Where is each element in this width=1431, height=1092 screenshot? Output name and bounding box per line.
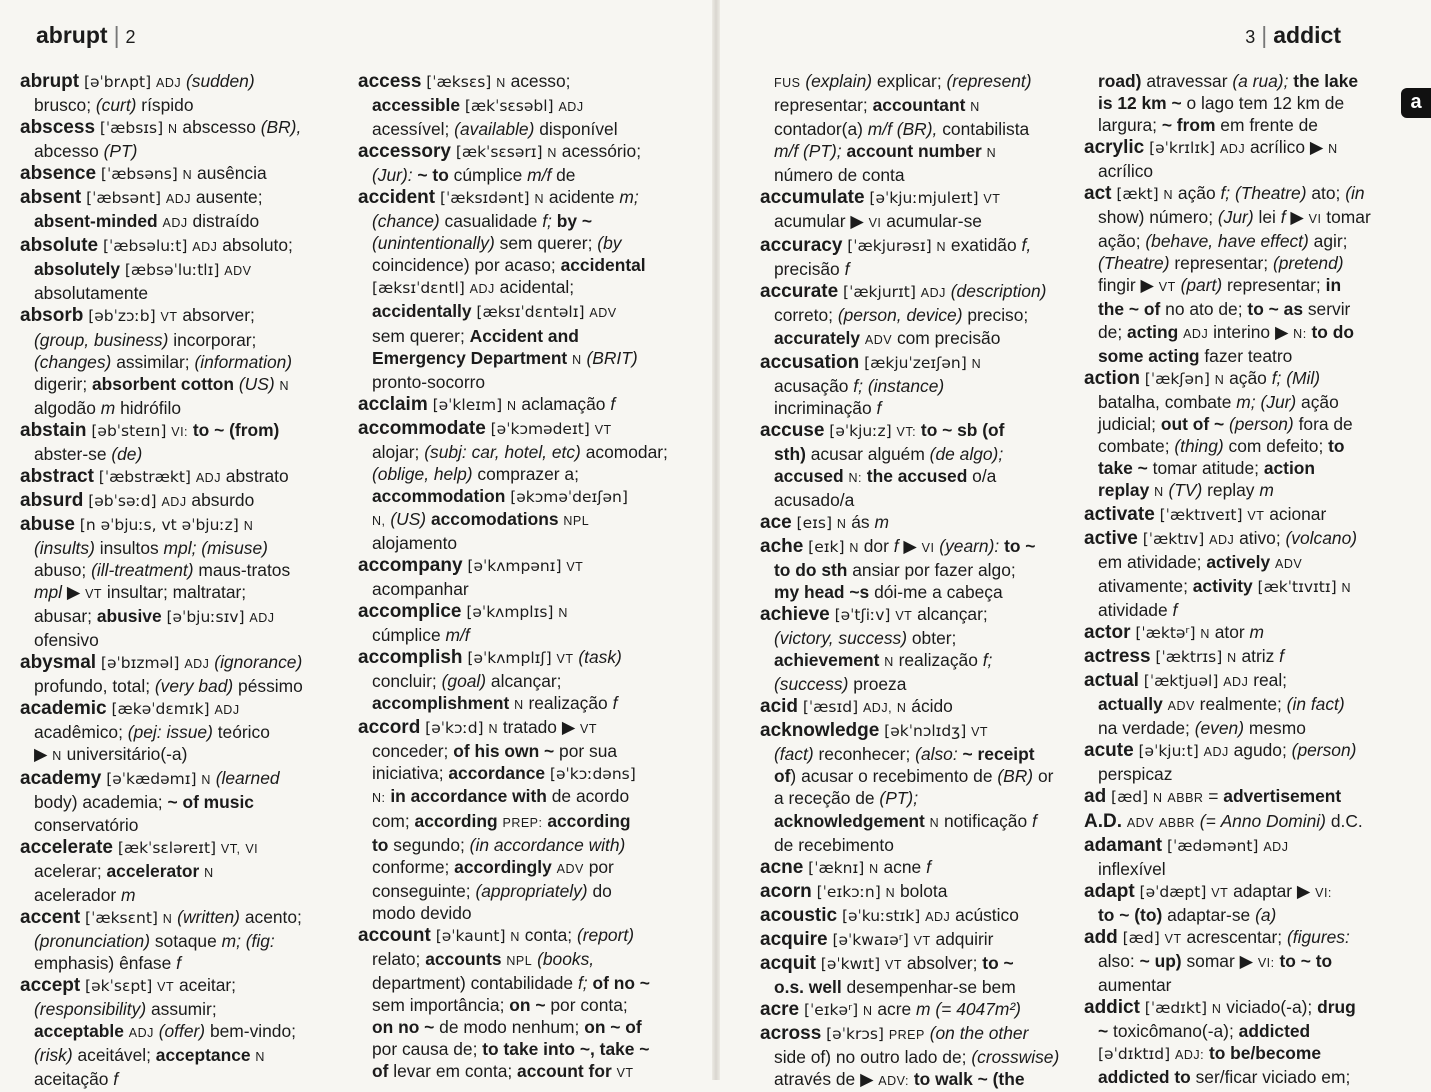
entry-line: absurd [əbˈsəːd] ADJ absurdo: [20, 489, 255, 511]
entry-line: A.D. ADV ABBR (= Anno Domini) d.C.: [1084, 810, 1363, 832]
right-guide-word: addict: [1273, 22, 1341, 48]
column-1: [20, 70, 350, 1090]
entry-line: action [ˈækʃən] N ação f; (Mil): [1084, 367, 1321, 389]
entry-continuation: also: ~ up) somar ▶ VI: to ~ to: [1098, 950, 1333, 971]
entry-continuation: acompanhar: [372, 579, 469, 600]
entry-continuation: my head ~s dói-me a cabeça: [774, 582, 1003, 603]
entry-continuation: em atividade; actively ADV: [1098, 551, 1303, 572]
entry-continuation: accused N: the accused o/a: [774, 465, 997, 486]
entry-continuation: digerir; absorbent cotton (US) N: [34, 373, 290, 394]
entry-continuation: (group, business) incorporar;: [34, 329, 257, 350]
entry-line: ad [æd] N ABBR = advertisement: [1084, 786, 1342, 808]
entry-line: accusation [ækjuˈzeɪʃən] N: [760, 351, 982, 373]
entry-continuation: iniciativa; accordance [əˈkɔːdəns]: [372, 763, 636, 784]
entry-continuation: sth) acusar alguém (de algo);: [774, 443, 1004, 464]
entry-continuation: to do sth ansiar por fazer algo;: [774, 559, 1016, 580]
entry-continuation: some acting fazer teatro: [1098, 345, 1293, 366]
entry-continuation: fingir ▶ VT (part) representar; in: [1098, 275, 1342, 296]
entry-line: accord [əˈkɔːd] N tratado ▶ VT: [358, 717, 598, 739]
entry-continuation: inflexível: [1098, 858, 1166, 879]
entry-continuation: aumentar: [1098, 974, 1172, 995]
entry-continuation: ~ toxicômano(-a); addicted: [1098, 1020, 1311, 1041]
column-3: [760, 70, 1090, 1092]
entry-continuation: pronto-socorro: [372, 371, 486, 392]
entry-line: accuse [əˈkjuːz] VT: to ~ sb (of: [760, 419, 1005, 441]
entry-line: abstain [əbˈsteɪn] VI: to ~ (from): [20, 419, 280, 441]
entry-continuation: side of) no outro lado de; (crosswise): [774, 1046, 1060, 1067]
entry-continuation: of) acusar o recebimento de (BR) or: [774, 766, 1054, 787]
entry-continuation: (victory, success) obter;: [774, 628, 957, 649]
entry-continuation: (changes) assimilar; (information): [34, 351, 293, 372]
entry-continuation: show) número; (Jur) lei f ▶ VI tomar: [1098, 207, 1371, 228]
entry-continuation: sem importância; on ~ por conta;: [372, 994, 628, 1015]
entry-line: access [ˈæksɛs] N acesso;: [358, 71, 571, 92]
entry-continuation: absolutely [æbsəˈluːtlɪ] ADV: [34, 259, 252, 280]
entry-continuation: o.s. well desempenhar-se bem: [774, 976, 1016, 997]
entry-line: ace [eɪs] N ás m: [760, 511, 889, 533]
entry-continuation: alojamento: [372, 532, 458, 553]
entry-continuation: addicted to ser/ficar viciado em;: [1098, 1067, 1351, 1088]
entry-line: acoustic [əˈkuːstɪk] ADJ acústico: [760, 904, 1019, 926]
entry-continuation: to segundo; (in accordance with): [372, 834, 626, 855]
entry-continuation: Emergency Department N (BRIT): [372, 347, 638, 368]
entry-continuation: (unintentionally) sem querer; (by: [372, 233, 622, 254]
entry-line: actor [ˈæktəʳ] N ator m: [1084, 622, 1265, 644]
entry-line: accompany [əˈkʌmpənɪ] VT: [358, 554, 584, 576]
entry-line: active [ˈæktɪv] ADJ ativo; (volcano): [1084, 527, 1358, 549]
entry-continuation: acelerador m: [34, 884, 136, 905]
entry-continuation: accessible [ækˈsɛsəbl] ADJ: [372, 95, 584, 116]
entry-line: accurate [ˈækjurɪt] ADJ (description): [760, 281, 1047, 303]
entry-continuation: combate; (thing) com defeito; to: [1098, 435, 1345, 456]
entry-line: abstract [ˈæbstrækt] ADJ abstrato: [20, 465, 289, 487]
entry-line: accommodate [əˈkɔmədeɪt] VT: [358, 417, 612, 439]
entry-continuation: acumular ▶ VI acumular-se: [774, 211, 982, 232]
entry-line: abuse [n əˈbjuːs, vt əˈbjuːz] N: [20, 513, 254, 535]
entry-continuation: acadêmico; (pej: issue) teórico: [34, 722, 270, 743]
entry-line: adapt [əˈdæpt] VT adaptar ▶ VI:: [1084, 880, 1332, 902]
left-running-head: [36, 22, 136, 49]
entry-continuation: (chance) casualidade f; by ~: [372, 211, 592, 232]
entry-continuation: alojar; (subj: car, hotel, etc) acomodar;: [372, 441, 668, 462]
entry-line: acquire [əˈkwaɪəʳ] VT adquirir: [760, 928, 994, 950]
entry-continuation: abster-se (de): [34, 443, 143, 464]
entry-line: acorn [ˈeɪkɔːn] N bolota: [760, 880, 948, 902]
entry-continuation: the ~ of no ato de; to ~ as servir: [1098, 299, 1351, 320]
entry-line: actual [ˈæktjuəl] ADJ real;: [1084, 670, 1288, 692]
entry-continuation: department) contabilidade f; of no ~: [372, 972, 650, 993]
entry-continuation: relato; accounts NPL (books,: [372, 948, 595, 969]
entry-continuation: brusco; (curt) ríspido: [34, 95, 194, 116]
entry-line: acknowledge [əkˈnɔlɪdʒ] VT: [760, 720, 989, 742]
entry-continuation: de recebimento: [774, 834, 894, 855]
left-page-number: 2: [125, 27, 136, 47]
entry-continuation: precisão f: [774, 259, 850, 280]
entry-continuation: conceder; of his own ~ por sua: [372, 741, 618, 762]
entry-line: achieve [əˈtʃiːv] VT alcançar;: [760, 604, 988, 626]
right-page-number: 3: [1245, 27, 1256, 47]
entry-line: abysmal [əˈbɪzməl] ADJ (ignorance): [20, 652, 303, 674]
entry-continuation: concluir; (goal) alcançar;: [372, 671, 562, 692]
entry-continuation: (risk) aceitável; acceptance N: [34, 1044, 265, 1065]
entry-continuation: representar; accountant N: [774, 95, 980, 116]
entry-continuation: body) academia; ~ of music: [34, 792, 254, 813]
entry-continuation: accidentally [æksɪˈdɛntəlɪ] ADV: [372, 301, 617, 322]
entry-continuation: contador(a) m/f (BR), contabilista: [774, 119, 1030, 140]
entry-continuation: take ~ tomar atitude; action: [1098, 457, 1316, 478]
entry-continuation: mpl ▶ VT insultar; maltratar;: [34, 582, 247, 603]
entry-continuation: absolutamente: [34, 283, 149, 304]
entry-continuation: absent-minded ADJ distraído: [34, 211, 260, 232]
entry-line: absent [ˈæbsənt] ADJ ausente;: [20, 187, 263, 209]
left-page: [0, 0, 715, 1090]
entry-continuation: emphasis) ênfase f: [34, 952, 181, 973]
entry-continuation: acelerar; accelerator N: [34, 860, 214, 881]
entry-continuation: (success) proeza: [774, 674, 907, 695]
entry-continuation: na verdade; (even) mesmo: [1098, 718, 1306, 739]
entry-line: acre [ˈeɪkəʳ] N acre m (= 4047m²): [760, 998, 1021, 1020]
entry-continuation: conseguinte; (appropriately) do: [372, 880, 612, 901]
entry-continuation: ofensivo: [34, 630, 99, 651]
entry-line: addict [ˈædɪkt] N viciado(-a); drug: [1084, 996, 1356, 1018]
right-running-head: [1245, 22, 1341, 49]
entry-continuation: is 12 km ~ o lago tem 12 km de: [1098, 93, 1345, 114]
entry-continuation: por causa de; to take into ~, take ~: [372, 1038, 650, 1059]
entry-line: accomplice [əˈkʌmplɪs] N: [358, 601, 568, 623]
entry-line: actress [ˈæktrɪs] N atriz f: [1084, 646, 1285, 668]
entry-line: acute [əˈkjuːt] ADJ agudo; (person): [1084, 740, 1357, 762]
entry-line: acid [ˈæsɪd] ADJ, N ácido: [760, 696, 953, 718]
entry-continuation: (Theatre) representar; (pretend): [1098, 253, 1344, 274]
section-thumb-tab: a: [1401, 88, 1431, 118]
entry-line: acne [ˈæknɪ] N acne f: [760, 856, 931, 878]
entry-line: accumulate [əˈkjuːmjuleɪt] VT: [760, 187, 1001, 209]
entry-line: acquit [əˈkwɪt] VT absolver; to ~: [760, 952, 1014, 974]
entry-continuation: judicial; out of ~ (person) fora de: [1098, 413, 1353, 434]
entry-continuation: conservatório: [34, 814, 139, 835]
entry-continuation: (Jur): ~ to cúmplice m/f de: [372, 165, 576, 186]
entry-continuation: accomplishment N realização f: [372, 693, 618, 714]
entry-continuation: com; according PREP: according: [372, 810, 631, 831]
entry-line: adamant [ˈædəmənt] ADJ: [1084, 834, 1289, 856]
entry-continuation: (responsibility) assumir;: [34, 998, 217, 1019]
entry-continuation: ▶ N universitário(-a): [34, 744, 188, 765]
entry-continuation: aceitação f: [34, 1069, 119, 1090]
entry-continuation: replay N (TV) replay m: [1098, 479, 1274, 500]
entry-continuation: accurately ADV com precisão: [774, 327, 1001, 348]
entry-continuation: N: in accordance with de acordo: [372, 786, 630, 807]
entry-continuation: abuso; (ill-treatment) maus-tratos: [34, 559, 291, 580]
entry-continuation: profundo, total; (very bad) péssimo: [34, 676, 303, 697]
entry-line: abrupt [əˈbrʌpt] ADJ (sudden): [20, 71, 255, 92]
entry-continuation: FUS (explain) explicar; (represent): [774, 71, 1032, 91]
entry-continuation: de; acting ADJ interino ▶ N: to do: [1098, 321, 1355, 342]
entry-continuation: acusado/a: [774, 489, 855, 510]
entry-continuation: (fact) reconhecer; (also: ~ receipt: [774, 744, 1035, 765]
entry-continuation: abusar; abusive [əˈbjuːsɪv] ADJ: [34, 606, 275, 627]
entry-continuation: [æksɪˈdɛntl] ADJ acidental;: [372, 277, 575, 298]
entry-line: activate [ˈæktɪveɪt] VT acionar: [1084, 503, 1327, 525]
entry-continuation: conforme; accordingly ADV por: [372, 856, 614, 877]
entry-continuation: (insults) insultos mpl; (misuse): [34, 537, 268, 558]
entry-line: accept [əkˈsɛpt] VT aceitar;: [20, 974, 236, 996]
entry-continuation: batalha, combate m; (Jur) ação: [1098, 391, 1339, 412]
entry-line: acclaim [əˈkleɪm] N aclamação f: [358, 393, 616, 415]
entry-continuation: incriminação f: [774, 397, 882, 418]
entry-continuation: coincidence) por acaso; accidental: [372, 255, 646, 276]
entry-line: add [æd] VT acrescentar; (figures:: [1084, 926, 1350, 948]
entry-continuation: accommodation [əkɔməˈdeɪʃən]: [372, 485, 628, 506]
entry-continuation: acrílico: [1098, 161, 1154, 182]
entry-line: accessory [ækˈsɛsərɪ] N acessório;: [358, 141, 642, 163]
entry-line: accident [ˈæksɪdənt] N acidente m;: [358, 187, 639, 209]
entry-continuation: acknowledgement N notificação f: [774, 810, 1037, 831]
entry-continuation: m/f (PT); account number N: [774, 141, 997, 162]
entry-continuation: of levar em conta; account for VT: [372, 1061, 634, 1082]
entry-continuation: largura; ~ from em frente de: [1098, 115, 1318, 136]
entry-continuation: [əˈdɪktɪd] ADJ: to be/become: [1098, 1042, 1322, 1063]
header-separator: |: [1261, 22, 1268, 48]
entry-continuation: abcesso (PT): [34, 141, 138, 162]
entry-line: across [əˈkrɔs] PREP (on the other: [760, 1022, 1029, 1044]
entry-line: account [əˈkaunt] N conta; (report): [358, 924, 634, 946]
entry-line: absolute [ˈæbsəluːt] ADJ absoluto;: [20, 235, 293, 257]
entry-continuation: acusação f; (instance): [774, 375, 945, 396]
entry-continuation: (oblige, help) comprazer a;: [372, 463, 579, 484]
entry-continuation: perspicaz: [1098, 764, 1173, 785]
entry-continuation: (pronunciation) sotaque m; (fig:: [34, 930, 275, 951]
column-4: [1084, 70, 1414, 1088]
entry-continuation: to ~ (to) adaptar-se (a): [1098, 904, 1277, 925]
entry-continuation: a receção de (PT);: [774, 788, 919, 809]
entry-continuation: cúmplice m/f: [372, 625, 470, 646]
entry-line: accuracy [ˈækjurəsɪ] N exatidão f,: [760, 235, 1032, 257]
entry-line: ache [eɪk] N dor f ▶ VI (yearn): to ~: [760, 535, 1036, 557]
entry-continuation: ativamente; activity [ækˈtɪvɪtɪ] N: [1098, 576, 1352, 597]
entry-continuation: acessível; (available) disponível: [372, 119, 618, 140]
entry-line: abscess [ˈæbsɪs] N abscesso (BR),: [20, 117, 302, 139]
header-separator: |: [113, 22, 120, 48]
entry-continuation: atividade f: [1098, 600, 1178, 621]
entry-continuation: através de ▶ ADV: to walk ~ (the: [774, 1069, 1025, 1090]
entry-continuation: actually ADV realmente; (in fact): [1098, 694, 1345, 715]
entry-continuation: número de conta: [774, 165, 905, 186]
entry-line: academic [ækəˈdɛmɪk] ADJ: [20, 698, 240, 720]
entry-continuation: road) atravessar (a rua); the lake: [1098, 71, 1359, 91]
entry-line: accomplish [əˈkʌmplɪʃ] VT (task): [358, 647, 622, 669]
entry-line: accent [ˈæksɛnt] N (written) acento;: [20, 906, 302, 928]
left-guide-word: abrupt: [36, 22, 108, 48]
entry-continuation: ação; (behave, have effect) agir;: [1098, 231, 1348, 252]
entry-continuation: on no ~ de modo nenhum; on ~ of: [372, 1016, 642, 1037]
entry-continuation: sem querer; Accident and: [372, 325, 579, 346]
entry-continuation: modo devido: [372, 902, 472, 923]
entry-line: act [ækt] N ação f; (Theatre) ato; (in: [1084, 183, 1365, 205]
entry-line: absence [ˈæbsəns] N ausência: [20, 163, 267, 185]
right-page: [716, 0, 1431, 1090]
entry-line: academy [əˈkædəmɪ] N (learned: [20, 768, 280, 790]
entry-continuation: correto; (person, device) preciso;: [774, 305, 1029, 326]
column-2: [358, 70, 688, 1084]
entry-continuation: achievement N realização f;: [774, 650, 993, 671]
entry-line: absorb [əbˈzɔːb] VT absorver;: [20, 305, 255, 327]
entry-continuation: algodão m hidrófilo: [34, 397, 181, 418]
entry-line: accelerate [ækˈsɛləreɪt] VT, VI: [20, 836, 259, 858]
entry-continuation: acceptable ADJ (offer) bem-vindo;: [34, 1020, 296, 1041]
entry-line: acrylic [əˈkrɪlɪk] ADJ acrílico ▶ N: [1084, 137, 1338, 159]
entry-continuation: N, (US) accomodations NPL: [372, 508, 590, 529]
